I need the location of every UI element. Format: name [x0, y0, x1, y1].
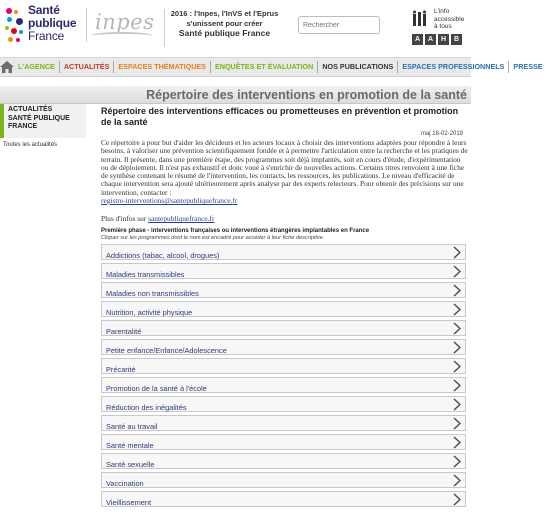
nav-item-espaces-pro[interactable]: ESPACES PROFESSIONNELS [398, 61, 509, 73]
merger-announcement[interactable] [164, 9, 284, 47]
announcement-line-1: 2016 : l'Inpes, l'InVS et l'Eprus [170, 9, 279, 18]
sidebar-box-line-1: ACTUALITÉS [8, 106, 53, 113]
logo-wordmark [28, 4, 76, 43]
chevron-right-icon [451, 265, 463, 278]
chevron-right-icon [451, 284, 463, 297]
category-item[interactable] [101, 263, 466, 279]
nav-item-agence[interactable]: L'AGENCE [14, 61, 60, 73]
announcement-line-3: Santé publique France [178, 28, 271, 38]
chevron-right-icon [451, 379, 463, 392]
nav-item-espaces-thematiques[interactable]: ESPACES THÉMATIQUES [114, 61, 211, 73]
category-item[interactable] [101, 282, 466, 298]
announcement-line-2: s'unissent pour créer [186, 18, 263, 28]
braille-button[interactable]: B [451, 34, 462, 45]
logo-dots-icon [4, 6, 26, 46]
category-item[interactable] [101, 377, 466, 393]
category-item[interactable] [101, 491, 466, 507]
category-item[interactable] [101, 396, 466, 412]
accessibility-logo-icon [412, 10, 430, 28]
logo-line-2: publique [28, 16, 77, 30]
category-label: Santé mentale [106, 441, 154, 451]
accessibility-text-line-2: accessible [434, 15, 465, 23]
category-label: Parentalité [106, 327, 142, 337]
page-title: Répertoire des interventions en promotion de la santé [146, 88, 467, 102]
content-heading: Répertoire des interventions efficaces ou prometteuses en prévention et promotion de la santé [101, 106, 459, 127]
category-item[interactable] [101, 320, 466, 336]
chevron-right-icon [451, 474, 463, 487]
category-label: Promotion de la santé à l'école [106, 384, 207, 394]
chevron-right-icon [451, 360, 463, 373]
sidebar-all-news-link[interactable]: Toutes les actualités [3, 142, 58, 148]
intro-text: Ce répertoire a pour but d'aider les décideurs et les acteurs locaux à choisir des interventions adaptées pour répondre à leurs besoins, à valoriser une prévention scientifiquement fondée et à permettre l'articulation entre la recherche et les pratiques de terrain. Il présente, dans une première étape, des programmes soit déjà implantés, soit en cours d'étude, d'expérimentation ou de déploiement. Il n'est pas exhaustif et donc voué à s'enrichir de nouvelles actions. Certains titres renvoient à une fiche de synthèse contenant le résumé de l'intervention, les contacts, les ressources, les publications. Le niveau d'efficacité de chaque intervention sera ajouté ultérieurement après analyse par des experts relecteurs. [101, 138, 468, 189]
category-label: Addictions (tabac, alcool, drogues) [106, 251, 220, 261]
inpes-wordmark: inpes [95, 10, 155, 34]
page-title-bar [0, 86, 471, 104]
contact-text: Pour obtenir des précisions sur une intervention, contacter : [101, 179, 464, 197]
sidebar-box-line-3: FRANCE [8, 123, 38, 130]
updated-date: maj 18-02-2019 [420, 131, 463, 137]
home-icon [0, 61, 14, 73]
contact-email-link[interactable]: registre-interventions@santepubliquefrance.fr [101, 196, 238, 206]
category-item[interactable] [101, 339, 466, 355]
chevron-right-icon [451, 436, 463, 449]
intro-paragraph [101, 139, 469, 205]
chevron-right-icon [451, 455, 463, 468]
category-item[interactable] [101, 358, 466, 374]
nav-item-presse[interactable]: PRESSE [513, 62, 543, 71]
chevron-right-icon [451, 341, 463, 354]
phase-title: Première phase - interventions françaises ou interventions étrangères implantables en France [101, 228, 370, 235]
category-label: Maladies non transmissibles [106, 289, 199, 299]
high-contrast-button[interactable]: H [438, 34, 449, 45]
category-label: Réduction des inégalités [106, 403, 187, 413]
more-info-link[interactable]: santepubliquefrance.fr [148, 214, 215, 224]
category-label: Vaccination [106, 479, 144, 489]
chevron-right-icon [451, 493, 463, 506]
accessibility-buttons [412, 34, 462, 45]
main-nav [0, 57, 543, 77]
category-item[interactable] [101, 434, 466, 450]
nav-item-enquetes[interactable]: ENQUÊTES ET ÉVALUATION [211, 61, 318, 73]
nav-item-publications[interactable]: NOS PUBLICATIONS [318, 61, 398, 73]
accessibility-text-line-3: à tous [434, 23, 452, 30]
category-label: Vieillissement [106, 498, 152, 508]
inpes-swoosh-icon [91, 32, 153, 40]
main-content [101, 106, 469, 510]
category-label: Précarité [106, 365, 136, 375]
chevron-right-icon [451, 303, 463, 316]
category-item[interactable] [101, 244, 466, 260]
accessibility-text-line-1: L'info [434, 8, 450, 15]
logo-line-3: France [28, 29, 65, 43]
font-increase-button[interactable]: A [425, 34, 436, 45]
more-info-line [101, 214, 469, 223]
chevron-right-icon [451, 322, 463, 335]
category-label: Nutrition, activité physique [106, 308, 193, 318]
category-item[interactable] [101, 415, 466, 431]
sante-publique-france-logo[interactable] [4, 4, 84, 50]
inpes-logo [86, 8, 156, 42]
category-item[interactable] [101, 472, 466, 488]
category-item[interactable] [101, 453, 466, 469]
chevron-right-icon [451, 246, 463, 259]
category-item[interactable] [101, 301, 466, 317]
nav-item-actualites[interactable]: ACTUALITÉS [60, 61, 115, 73]
category-list [101, 244, 466, 507]
sidebar [0, 104, 96, 148]
category-label: Santé au travail [106, 422, 158, 432]
site-header [0, 0, 471, 57]
chevron-right-icon [451, 417, 463, 430]
category-label: Santé sexuelle [106, 460, 155, 470]
more-info-prefix: Plus d'infos sur [101, 214, 147, 224]
sidebar-news-box[interactable] [0, 104, 86, 138]
phase-subtitle: Cliquer sur les programmes dont le nom est encadré pour accéder à leur fiche descriptive. [101, 235, 325, 242]
logo-line-1: Santé [28, 3, 60, 17]
search-input[interactable] [298, 16, 380, 34]
accessibility-panel [412, 8, 468, 48]
category-label: Petite enfance/Enfance/Adolescence [106, 346, 227, 356]
accessibility-text [434, 8, 464, 31]
chevron-right-icon [451, 398, 463, 411]
font-decrease-button[interactable]: A [412, 34, 423, 45]
nav-home-button[interactable] [0, 58, 14, 76]
category-label: Maladies transmissibles [106, 270, 185, 280]
sidebar-box-line-2: SANTÉ PUBLIQUE [8, 114, 70, 122]
